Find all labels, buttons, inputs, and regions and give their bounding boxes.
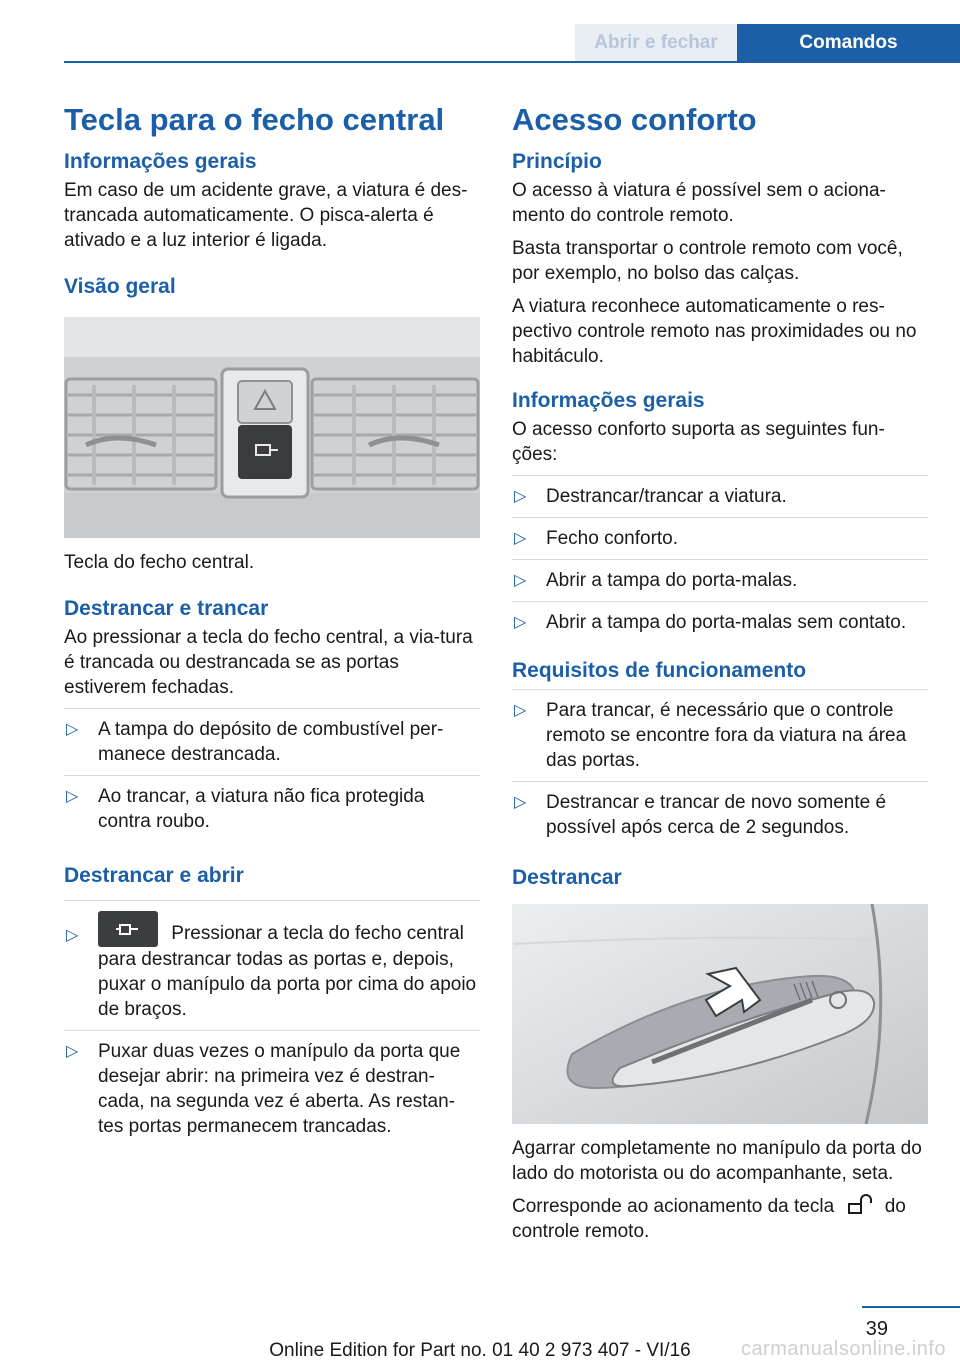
list-item xyxy=(64,717,480,776)
list-item xyxy=(512,568,928,602)
list-comfort-functions xyxy=(512,475,928,643)
central-locking-button-icon xyxy=(98,911,158,947)
list-item-text: Pressionar a tecla do fecho central para destrancar todas as portas e, depois, puxar o manípulo da porta por cima do apoio de braços. xyxy=(98,923,477,1020)
list-item-text: Abrir a tampa do porta-malas. xyxy=(546,570,798,591)
footer-rule xyxy=(862,1306,960,1308)
corresponds-text-end: controle remoto. xyxy=(512,1221,650,1242)
triangle-right-icon: ▷ xyxy=(514,702,527,719)
triangle-right-icon: ▷ xyxy=(514,488,527,505)
list-item-text: Destrancar e trancar de novo somente é possível após cerca de 2 segundos. xyxy=(546,792,887,838)
list-item-text: Puxar duas vezes o manípulo da porta que desejar abrir: na primeira vez é destran‐cada, na segunda vez é aberta. As restan‐tes portas permanecem trancadas. xyxy=(98,1041,461,1137)
heading-principle: Princípio xyxy=(512,150,602,173)
list-item xyxy=(512,698,928,782)
list-item-text: A tampa do depósito de combustível per‐manece destrancada. xyxy=(98,719,444,765)
triangle-right-icon: ▷ xyxy=(514,572,527,589)
list-item xyxy=(64,1039,480,1147)
left-column xyxy=(64,100,480,1155)
watermark: carmanualsonline.info xyxy=(740,1338,946,1360)
tab-abrir-e-fechar[interactable]: Abrir e fechar xyxy=(575,24,737,61)
list-item xyxy=(512,526,928,560)
triangle-right-icon: ▷ xyxy=(514,614,527,631)
figure-caption-central-lock: Tecla do fecho central. xyxy=(64,552,255,573)
list-item xyxy=(64,784,480,842)
paragraph-principle-1: O acesso à viatura é possível sem o aciona‐mento do controle remoto. xyxy=(512,180,886,226)
figure-caption-door-handle: Agarrar completamente no manípulo da porta do lado do motorista ou do acompanhante, seta. xyxy=(512,1138,922,1184)
tab-comandos[interactable]: Comandos xyxy=(737,24,960,61)
paragraph-principle-3: A viatura reconhece automaticamente o res‐pectivo controle remoto nas proximidades ou no habitáculo. xyxy=(512,296,917,367)
page-number: 39 xyxy=(865,1318,888,1340)
paragraph-general-info: Em caso de um acidente grave, a viatura é des‐trancada automaticamente. O pisca-alerta é ativado e a luz interior é ligada. xyxy=(64,180,468,251)
paragraph-unlock-lock: Ao pressionar a tecla do fecho central, a via‐tura é trancada ou destrancada se as portas estiverem fechadas. xyxy=(64,627,473,698)
triangle-right-icon: ▷ xyxy=(66,927,79,944)
paragraph-principle-2: Basta transportar o controle remoto com você, por exemplo, no bolso das calças. xyxy=(512,238,903,284)
paragraph-general-info-comfort: O acesso conforto suporta as seguintes fun‐ções: xyxy=(512,419,885,465)
triangle-right-icon: ▷ xyxy=(66,788,79,805)
list-item xyxy=(512,484,928,518)
unlock-padlock-icon xyxy=(845,1194,873,1216)
right-column xyxy=(512,100,928,1252)
heading-general-info: Informações gerais xyxy=(64,150,257,173)
header-rule xyxy=(64,61,960,63)
list-item-text: Destrancar/trancar a viatura. xyxy=(546,486,787,507)
heading-unlock-lock: Destrancar e trancar xyxy=(64,597,269,620)
corresponds-text-middle: do xyxy=(884,1196,906,1217)
section-title-central-lock: Tecla para o fecho central xyxy=(64,102,445,137)
heading-general-info-comfort: Informações gerais xyxy=(512,389,705,412)
figure-door-handle xyxy=(512,904,928,1124)
heading-unlock-open: Destrancar e abrir xyxy=(64,864,244,887)
heading-overview: Visão geral xyxy=(64,275,176,298)
triangle-right-icon: ▷ xyxy=(66,721,79,738)
list-unlock-lock xyxy=(64,708,480,842)
list-unlock-open xyxy=(64,900,480,1147)
list-item-text: Fecho conforto. xyxy=(546,528,679,549)
corresponds-text-start: Corresponde ao acionamento da tecla xyxy=(512,1196,835,1217)
list-item xyxy=(64,911,480,1031)
list-requirements xyxy=(512,689,928,848)
figure-central-lock-button xyxy=(64,317,480,538)
list-item-text: Abrir a tampa do porta-malas sem contato. xyxy=(546,612,907,633)
list-item-text: Ao trancar, a viatura não fica protegida contra roubo. xyxy=(98,786,425,832)
triangle-right-icon: ▷ xyxy=(514,530,527,547)
heading-unlock: Destrancar xyxy=(512,866,622,889)
list-item xyxy=(512,790,928,848)
paragraph-corresponds xyxy=(512,1194,928,1244)
triangle-right-icon: ▷ xyxy=(66,1043,79,1060)
triangle-right-icon: ▷ xyxy=(514,794,527,811)
heading-requirements: Requisitos de funcionamento xyxy=(512,659,807,682)
section-title-comfort-access: Acesso conforto xyxy=(512,102,757,137)
list-item-text: Para trancar, é necessário que o controle remoto se encontre fora da viatura na área das portas. xyxy=(546,700,907,771)
edition-footer: Online Edition for Part no. 01 40 2 973 407 - VI/16 xyxy=(269,1340,691,1361)
list-item xyxy=(512,610,928,643)
